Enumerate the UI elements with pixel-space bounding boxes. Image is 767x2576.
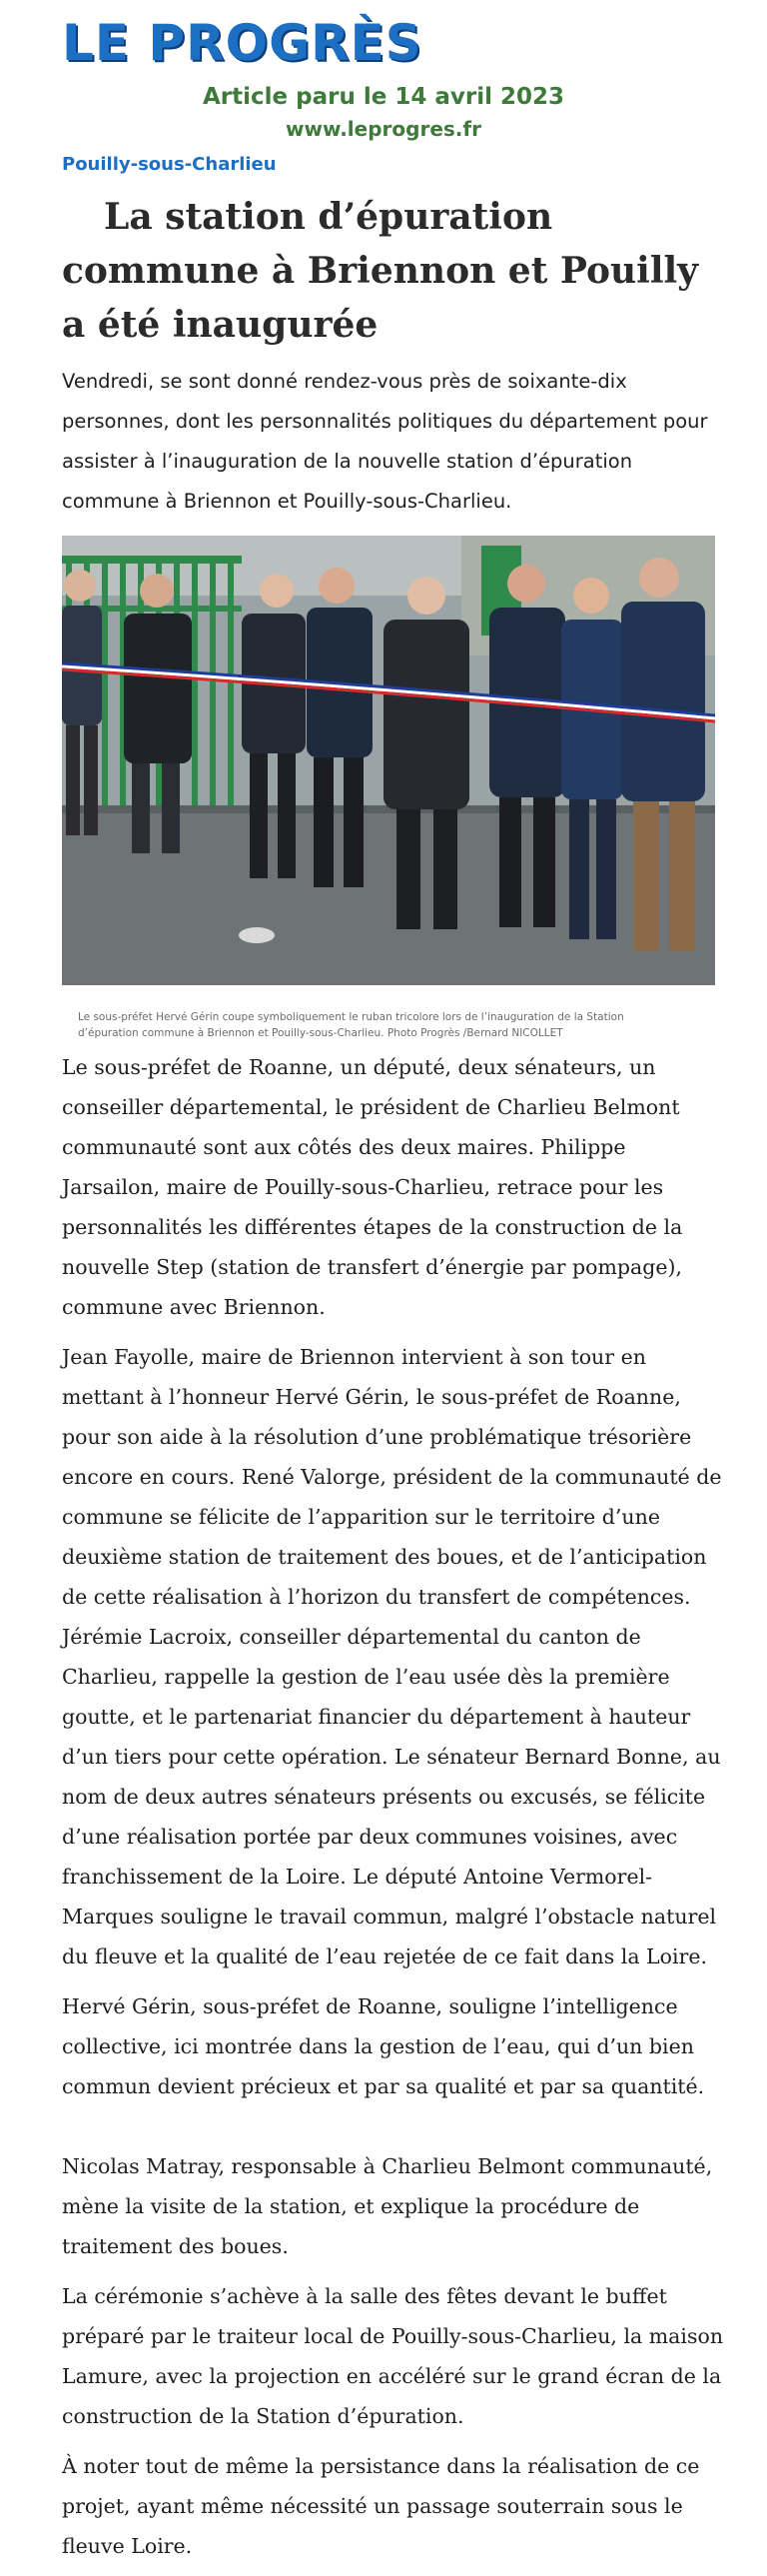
photo-caption: Le sous-préfet Hervé Gérin coupe symboliquement le ruban tricolore lors de l’inauguration de la Station d’épuration commune à Briennon et Pouilly-sous-Charlieu. Photo Progrès /Bernard NICOLLET [78, 1011, 624, 1039]
article-lead: Vendredi, se sont donné rendez-vous près de soixante-dix personnes, dont les personnalités politiques du département pour assister à l’inauguration de la nouvelle station d’épuration commune à Briennon et Pouilly-sous-Charlieu. [62, 370, 708, 513]
body-paragraph: Le sous-préfet de Roanne, un député, deux sénateurs, un conseiller départemental, le président de Charlieu Belmont communauté sont aux côtés des deux maires. Philippe Jarsailon, maire de Pouilly-sous-Charlieu, retrace pour les personnalités les différentes étapes de la construction de la nouvelle Step (station de transfert d’énergie par pompage), commune avec Briennon. [62, 1055, 683, 1319]
website-url: www.leprogres.fr [286, 117, 481, 141]
publication-date: Article paru le 14 avril 2023 [202, 84, 564, 110]
body-paragraph: Jean Fayolle, maire de Briennon intervient à son tour en mettant à l’honneur Hervé Gérin, le sous-préfet de Roanne, pour son aide à la résolution d’une problématique trésorière encore en cours. René Valorge, président de la communauté de commune se félicite de l’apparition sur le territoire d’une deuxième station de traitement des boues, et de l’anticipation de cette réalisation à l’horizon du transfert de compétences. Jérémie Lacroix, conseiller départemental du canton de Charlieu, rappelle la gestion de l’eau usée dès la première goutte, et le partenariat financier du département à hauteur d’un tiers pour cette opération. Le sénateur Bernard Bonne, au nom de deux autres sénateurs présents ou excusés, se félicite d’une réalisation portée par deux communes voisines, avec franchissement de la Loire. Le député Antoine Vermorel-Marques souligne le travail commun, malgré l’obstacle naturel du fleuve et la qualité de l’eau rejetée de ce fait dans la Loire. [62, 1345, 722, 1968]
body-paragraph: À noter tout de même la persistance dans la réalisation de ce projet, ayant même nécessité un passage souterrain sous le fleuve Loire. [62, 2454, 700, 2558]
body-paragraph: La cérémonie s’achève à la salle des fêtes devant le buffet préparé par le traiteur local de Pouilly-sous-Charlieu, la maison Lamure, avec la projection en accéléré sur le grand écran de la construction de la Station d’épuration. [62, 2284, 724, 2428]
article-title: La station d’épuration commune à Briennon et Pouilly a été inaugurée [62, 196, 699, 346]
section-label: Pouilly-sous-Charlieu [62, 154, 277, 175]
masthead-logo: LE PROGRÈS [62, 14, 422, 72]
body-paragraph: Nicolas Matray, responsable à Charlieu Belmont communauté, mène la visite de la station, et explique la procédure de traitement des boues. [62, 2154, 713, 2258]
body-paragraph: Hervé Gérin, sous-préfet de Roanne, souligne l’intelligence collective, ici montrée dans la gestion de l’eau, qui d’un bien commun devient précieux et par sa qualité et par sa quantité. [62, 1994, 705, 2098]
article-body [62, 1047, 727, 2576]
article-photo [62, 536, 715, 985]
